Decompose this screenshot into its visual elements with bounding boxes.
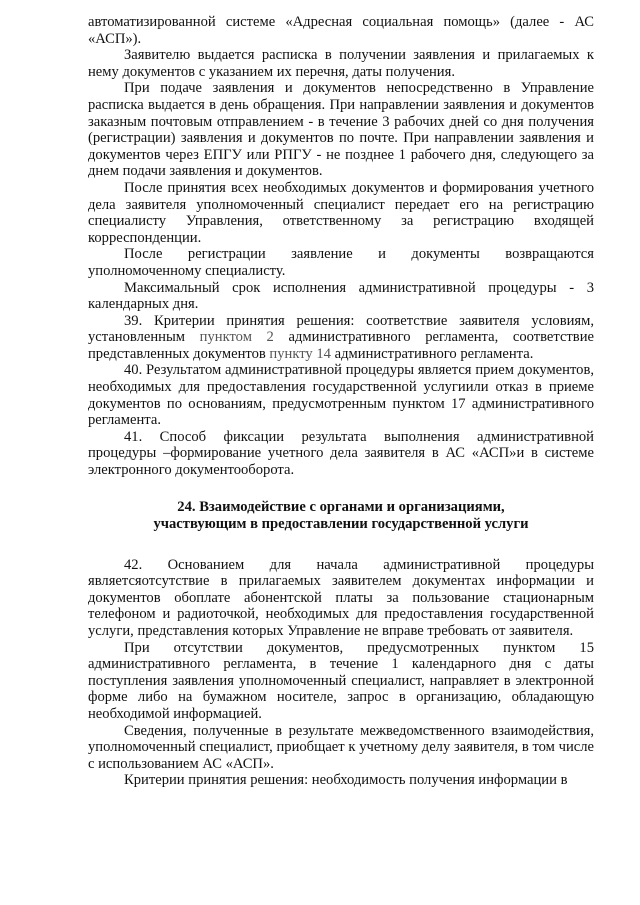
link-point-14[interactable]: пункту 14: [269, 345, 331, 362]
paragraph-max-term: Максимальный срок исполнения административной процедуры - 3 календарных дня.: [88, 279, 594, 313]
paragraph-submission: При подаче заявления и документов непосредственно в Управление расписка выдается в день обращения. При направлении заявления и документов заказным почтовым отправлением - в течение 3 рабочих дней со дня получения (регистрации) заявления и документов по почте. При направлении заявления и документов через ЕПГУ или РПГУ - не позднее 1 рабочего дня, следующего за днем подачи заявления и документов.: [88, 80, 594, 180]
paragraph-40: 40. Результатом административной процедуры является прием документов, необходимых для предоставления государственной услугиили отказ в приеме документов по основаниям, предусмотренным пунктом 17 административного регламента.: [88, 362, 594, 429]
section-heading: [88, 499, 594, 533]
document-page: [88, 14, 594, 789]
paragraph-criteria: Критерии принятия решения: необходимость получения информации в: [124, 772, 568, 789]
paragraph-39-text-b: административного регламента, соответствие представленных документов: [88, 329, 594, 362]
paragraph-39-text-c: административного регламента.: [330, 345, 534, 362]
section-heading-line-2: участвующим в предоставлении государственной услуги: [153, 515, 529, 532]
section-heading-line-1: 24. Взаимодействие с органами и организациями,: [177, 498, 505, 515]
paragraph-absence: При отсутствии документов, предусмотренных пунктом 15 административного регламента, в течение 1 календарного дня с даты поступления заявления уполномоченный специалист, направляет в электронной форме либо на бумажном носителе, запрос в организацию, обладающую необходимой информацией.: [88, 639, 594, 722]
paragraph-41: 41. Способ фиксации результата выполнения административной процедуры –формирование учетного дела заявителя в АС «АСП»и в системе электронного документооборота.: [88, 428, 594, 479]
paragraph-39: [88, 313, 594, 363]
paragraph-registration: После принятия всех необходимых документов и формирования учетного дела заявителя уполномоченный специалист передает его на регистрацию специалисту Управления, ответственному за регистрацию входящей корреспонденции.: [88, 179, 594, 246]
paragraph-continuation: автоматизированной системе «Адресная социальная помощь» (далее - АС «АСП»).: [88, 14, 594, 47]
paragraph-return: После регистрации заявление и документы возвращаются уполномоченному специалисту.: [88, 246, 594, 279]
paragraph-interaction: Сведения, полученные в результате межведомственного взаимодействия, уполномоченный специалист, приобщает к учетному делу заявителя, в том числе с использованием АС «АСП».: [88, 722, 594, 772]
paragraph-39-text-a: 39. Критерии принятия решения: соответствие заявителя условиям, установленным: [88, 312, 594, 346]
link-point-2[interactable]: пунктом 2: [199, 329, 274, 346]
paragraph-receipt: Заявителю выдается расписка в получении заявления и прилагаемых к нему документов с указанием их перечня, даты получения.: [88, 47, 594, 80]
paragraph-42: 42. Основанием для начала административной процедуры являетсяотсутствие в прилагаемых заявителем документах информации и документов обоплате абонентской платы за пользование стационарным телефоном и радиоточкой, необходимых для предоставления государственной услуги, представления которых Управление не вправе требовать от заявителя.: [88, 556, 594, 639]
